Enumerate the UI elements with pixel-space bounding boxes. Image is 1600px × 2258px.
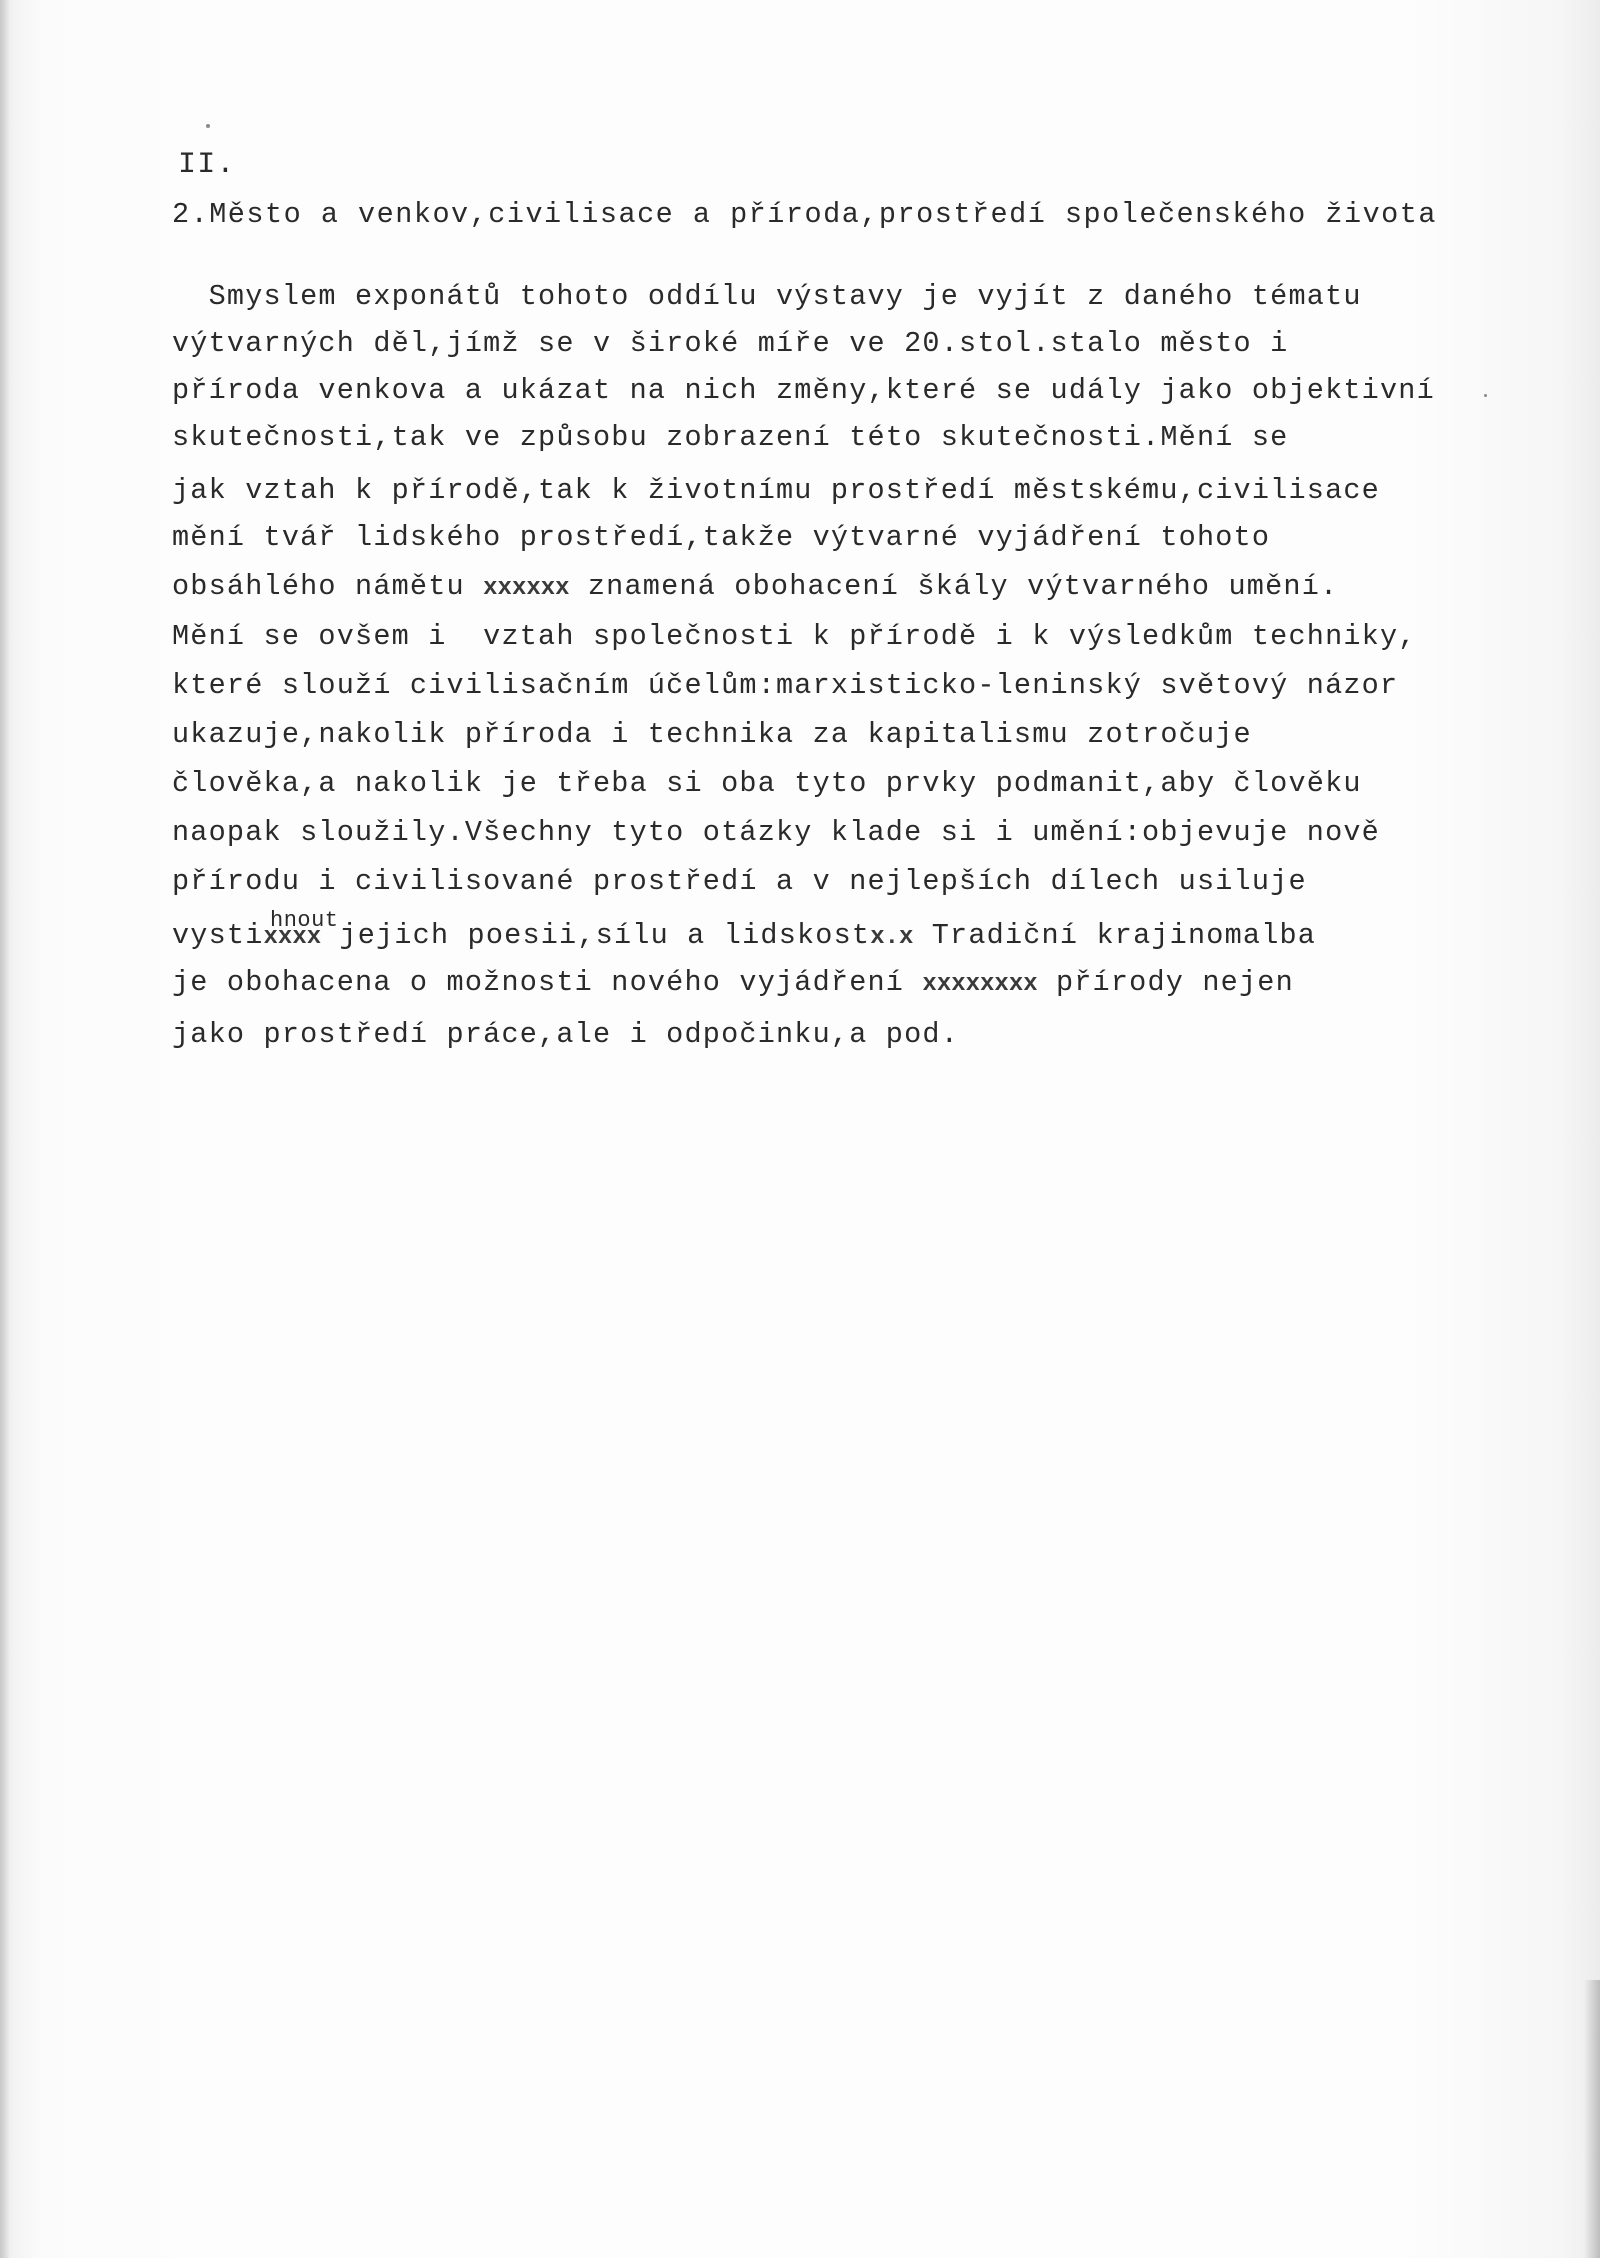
body-line-11: člověka,a nakolik je třeba si oba tyto prvky podmanit,aby člověku [172, 767, 1362, 800]
body-line-3: příroda venkova a ukázat na nich změny,které se udály jako objektivní [172, 374, 1435, 407]
body-line-14 [172, 919, 1316, 955]
body-line-7-end: znamená obohacení škály výtvarného umění. [569, 570, 1339, 603]
struck-out-punctuation: x.x [870, 924, 914, 951]
body-line-5: jak vztah k přírodě,tak k životnímu prostředí městskému,civilisace [172, 474, 1380, 507]
body-line-13: přírodu i civilisované prostředí a v nejlepších dílech usiluje [172, 865, 1307, 898]
struck-out-word: xxxx [263, 924, 322, 951]
body-line-10: ukazuje,nakolik příroda i technika za kapitalismu zotročuje [172, 718, 1252, 751]
body-line-14-middle: jejich poesii,sílu a lidskost [321, 919, 871, 952]
body-line-6: mění tvář lidského prostředí,takže výtvarné vyjádření tohoto [172, 521, 1271, 554]
struck-out-word: xxxxxx [483, 575, 570, 602]
handwritten-insertion: hnout [270, 908, 339, 933]
body-line-14-end: Tradiční krajinomalba [913, 919, 1317, 952]
body-line-4: skutečnosti,tak ve způsobu zobrazení této skutečnosti.Mění se [172, 421, 1289, 454]
body-line-1: Smyslem exponátů tohoto oddílu výstavy je vyjít z daného tématu [172, 280, 1362, 313]
page-left-edge-shadow [0, 0, 10, 2258]
body-line-7-start: obsáhlého námětu [172, 570, 484, 603]
ink-speck [1484, 394, 1487, 397]
body-line-14-start: vysti [172, 919, 264, 952]
ink-speck [206, 124, 210, 128]
body-line-15 [172, 966, 1294, 1002]
body-line-9: které slouží civilisačním účelům:marxisticko-leninský světový názor [172, 669, 1399, 702]
body-line-15-end: přírody nejen [1037, 966, 1294, 999]
body-line-15-start: je obohacena o možnosti nového vyjádření [172, 966, 923, 999]
body-line-16: jako prostředí práce,ale i odpočinku,a pod. [172, 1018, 960, 1051]
body-line-2: výtvarných děl,jímž se v široké míře ve 20.stol.stalo město i [172, 327, 1289, 360]
struck-out-word: xxxxxxxx [922, 971, 1038, 998]
body-line-7 [172, 570, 1338, 606]
body-line-8: Mění se ovšem i vztah společnosti k přírodě i k výsledkům techniky, [172, 620, 1417, 653]
section-title: 2.Město a venkov,civilisace a příroda,prostředí společenského života [172, 198, 1437, 231]
page-right-edge-shadow [1584, 1980, 1600, 2258]
section-number: II. [178, 148, 236, 182]
body-line-12: naopak sloužily.Všechny tyto otázky klade si i umění:objevuje nově [172, 816, 1380, 849]
